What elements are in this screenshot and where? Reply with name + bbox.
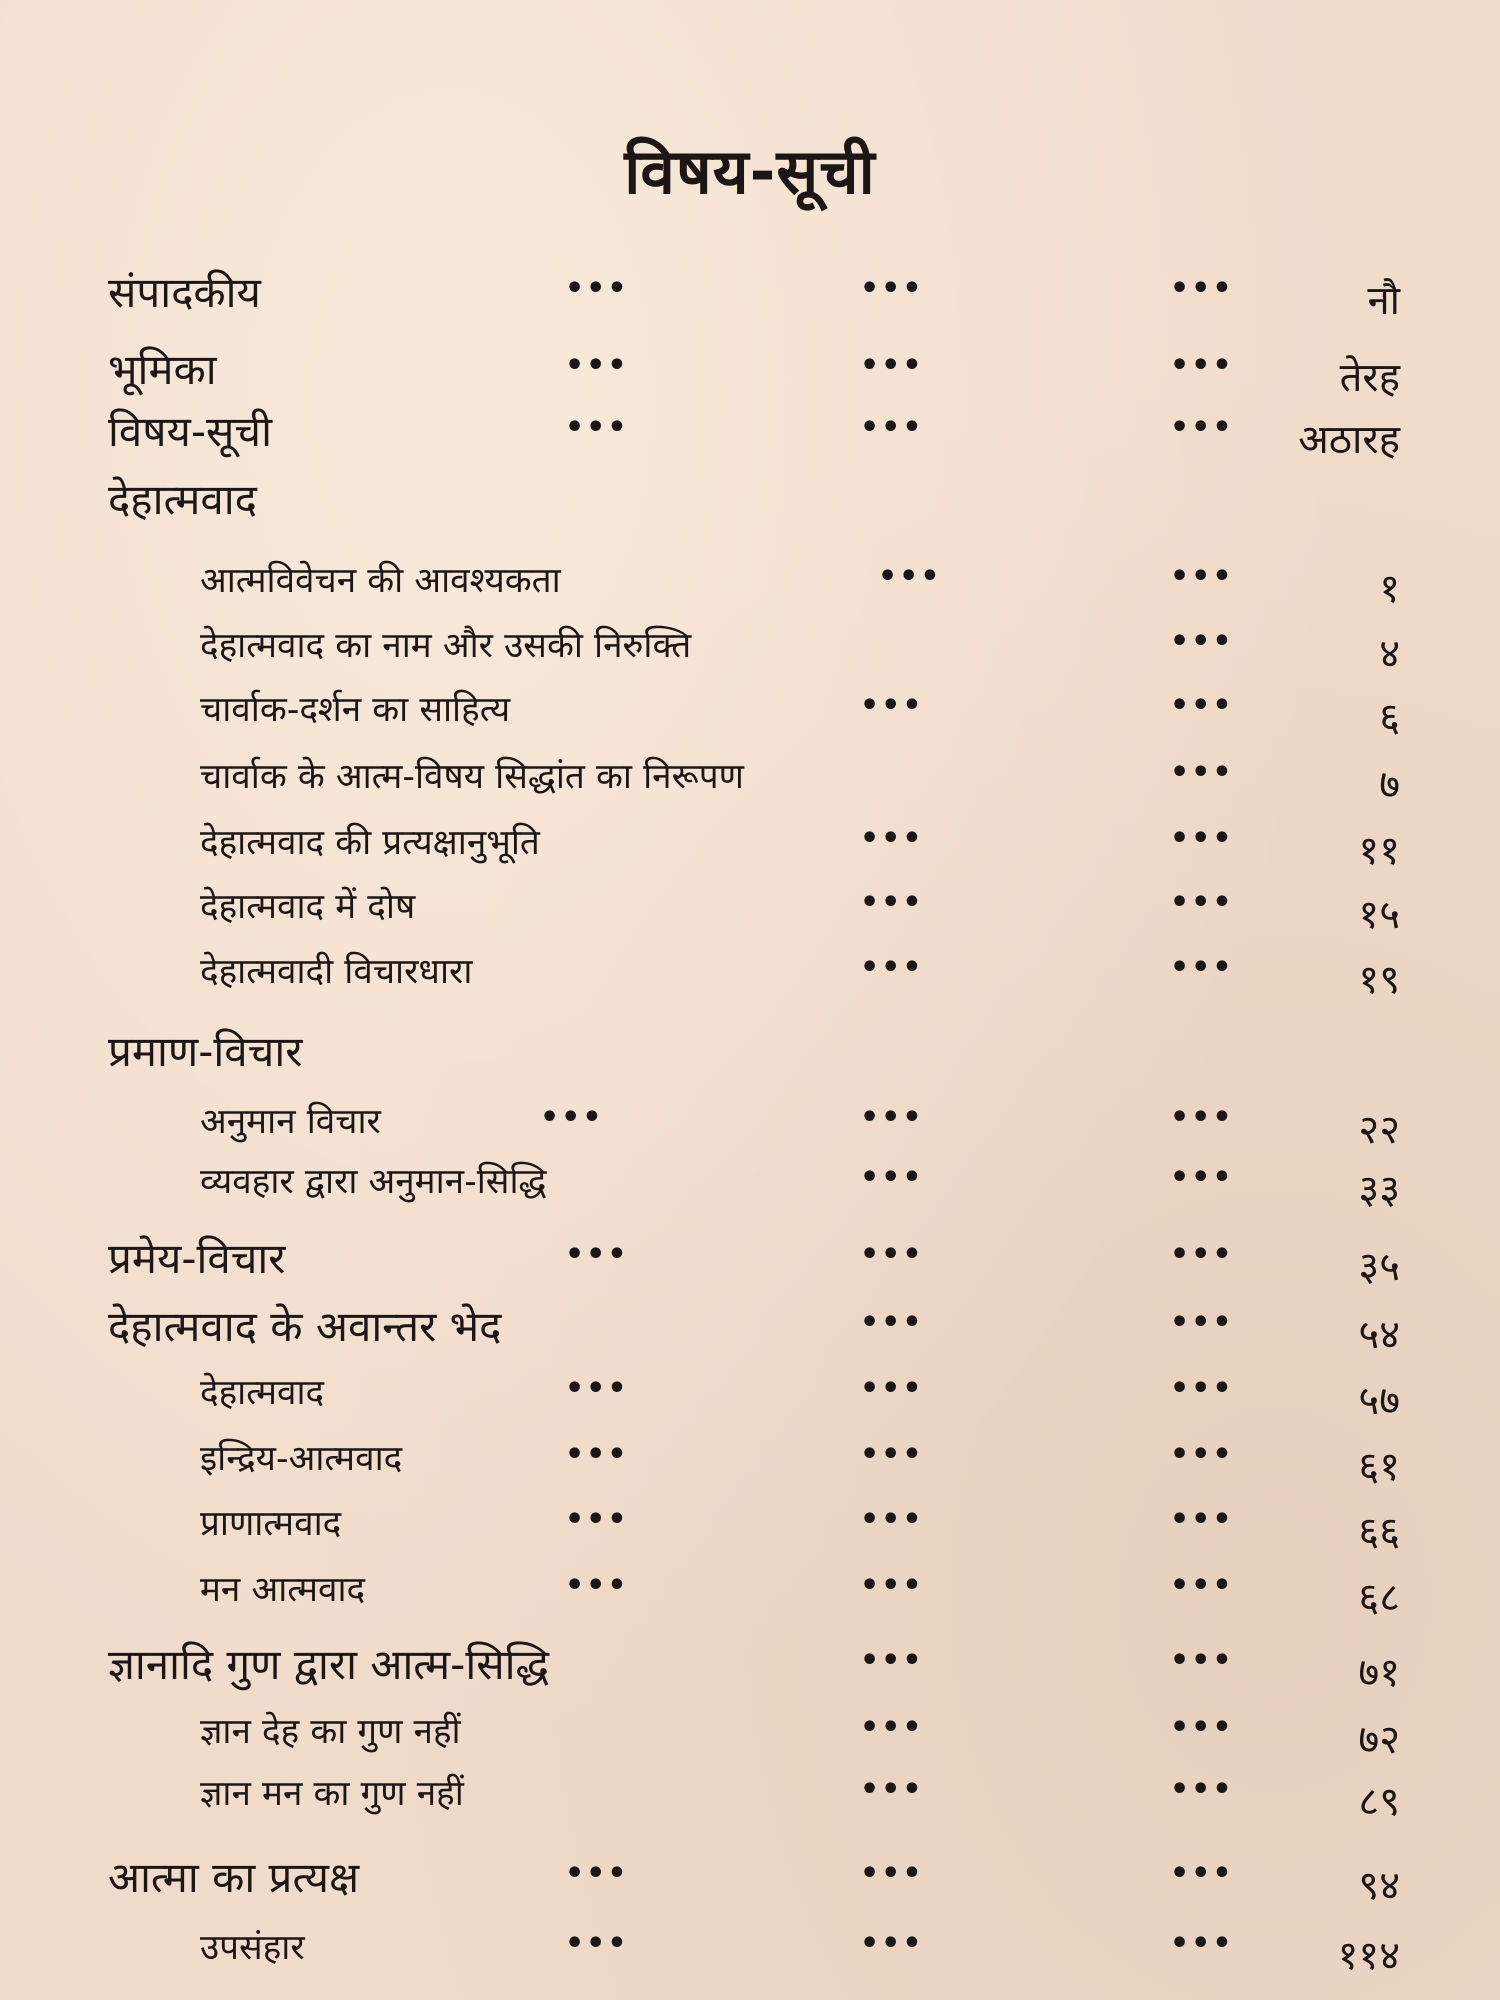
leader-dots: •••	[1170, 1643, 1234, 1678]
toc-entry-label: आत्मविवेचन की आवश्यकता	[200, 561, 561, 601]
leader-dots: •••	[565, 1502, 629, 1537]
toc-entry	[0, 551, 1500, 611]
leader-dots: •••	[565, 1926, 629, 1961]
toc-page-number: ५४	[1358, 1312, 1400, 1358]
leader-dots: •••	[860, 1643, 924, 1678]
toc-entry	[0, 1635, 1500, 1695]
toc-entry	[0, 1229, 1500, 1289]
toc-entry-label: प्रमाण-विचार	[108, 1027, 303, 1076]
toc-entry-label: देहात्मवाद	[200, 1373, 325, 1413]
toc-entry	[0, 1494, 1500, 1554]
leader-dots: •••	[1170, 1305, 1234, 1340]
leader-dots: •••	[1170, 1856, 1234, 1891]
toc-page-number: ४	[1379, 631, 1400, 677]
leader-dots: •••	[1170, 348, 1234, 383]
toc-entry	[0, 1848, 1500, 1908]
leader-dots: •••	[565, 1437, 629, 1472]
toc-entry-label: देहात्मवाद का नाम और उसकी निरुक्ति	[200, 626, 692, 666]
toc-page-number: ६	[1379, 695, 1400, 741]
toc-page-number: ३३	[1358, 1167, 1400, 1213]
toc-entry-label: विषय-सूची	[108, 407, 272, 456]
toc-page-number: ६६	[1358, 1509, 1400, 1555]
toc-entry-label: आत्मा का प्रत्यक्ष	[108, 1853, 360, 1902]
leader-dots: •••	[1170, 885, 1234, 920]
toc-page-number: ७२	[1358, 1717, 1400, 1763]
leader-dots: •••	[860, 821, 924, 856]
toc-page-number: नौ	[1367, 278, 1400, 324]
leader-dots: •••	[565, 410, 629, 445]
leader-dots: •••	[860, 688, 924, 723]
toc-entry	[0, 813, 1500, 873]
toc-entry	[0, 340, 1500, 400]
leader-dots: •••	[1170, 1926, 1234, 1961]
toc-entry-label: अनुमान विचार	[200, 1102, 381, 1142]
toc-page-number: ११४	[1337, 1933, 1400, 1979]
toc-entry-label: प्रमेय-विचार	[108, 1234, 286, 1283]
leader-dots: •••	[860, 1160, 924, 1195]
leader-dots: •••	[860, 1926, 924, 1961]
toc-page-number: ५७	[1358, 1378, 1400, 1424]
leader-dots: •••	[565, 1568, 629, 1603]
toc-entry-label: चार्वाक के आत्म-विषय सिद्धांत का निरूपण	[200, 757, 744, 797]
leader-dots: •••	[1170, 271, 1234, 306]
leader-dots: •••	[1170, 1568, 1234, 1603]
toc-entry-label: ज्ञान देह का गुण नहीं	[200, 1712, 461, 1752]
leader-dots: •••	[860, 1772, 924, 1807]
toc-page-number: ७१	[1358, 1650, 1400, 1696]
toc-entry-label: संपादकीय	[108, 268, 261, 317]
leader-dots: •••	[1170, 624, 1234, 659]
leader-dots: •••	[1170, 1371, 1234, 1406]
toc-entry	[0, 1152, 1500, 1212]
toc-entry-label: देहात्मवाद के अवान्तर भेद	[108, 1302, 502, 1351]
toc-entry	[0, 470, 1500, 530]
toc-entry	[0, 1429, 1500, 1489]
toc-entry	[0, 747, 1500, 807]
toc-entry-label: मन आत्मवाद	[200, 1570, 366, 1610]
toc-entry	[0, 1560, 1500, 1620]
leader-dots: •••	[565, 1237, 629, 1272]
toc-page-number: ७	[1379, 762, 1400, 808]
toc-entry-label: उपसंहार	[200, 1928, 305, 1968]
toc-entry	[0, 263, 1500, 323]
leader-dots: •••	[1170, 755, 1234, 790]
leader-dots: •••	[565, 348, 629, 383]
leader-dots: •••	[860, 1371, 924, 1406]
toc-entry-label: देहात्मवाद	[108, 475, 257, 524]
toc-entry	[0, 1702, 1500, 1762]
toc-entry-label: व्यवहार द्वारा अनुमान-सिद्धि	[200, 1162, 547, 1202]
toc-page-number: १९	[1358, 957, 1400, 1003]
leader-dots: •••	[1170, 821, 1234, 856]
toc-entry	[0, 1022, 1500, 1082]
toc-entry	[0, 1297, 1500, 1357]
leader-dots: •••	[860, 1568, 924, 1603]
toc-page-number: २२	[1358, 1107, 1400, 1153]
toc-page-number: १५	[1358, 892, 1400, 938]
leader-dots: •••	[1170, 688, 1234, 723]
toc-entry-label: ज्ञान मन का गुण नहीं	[200, 1774, 464, 1814]
toc-page-number: ३५	[1358, 1244, 1400, 1290]
toc-entry	[0, 1918, 1500, 1978]
leader-dots: •••	[860, 1710, 924, 1745]
toc-entry	[0, 680, 1500, 740]
leader-dots: •••	[1170, 1160, 1234, 1195]
leader-dots: •••	[1170, 1502, 1234, 1537]
toc-entry	[0, 1764, 1500, 1824]
leader-dots: •••	[860, 271, 924, 306]
leader-dots: •••	[860, 1856, 924, 1891]
toc-entry-label: देहात्मवाद की प्रत्यक्षानुभूति	[200, 823, 540, 863]
toc-entry	[0, 877, 1500, 937]
toc-entry	[0, 616, 1500, 676]
leader-dots: •••	[860, 950, 924, 985]
leader-dots: •••	[1170, 1772, 1234, 1807]
toc-page-number: ६८	[1358, 1575, 1400, 1621]
leader-dots: •••	[860, 1100, 924, 1135]
toc-entry-label: इन्द्रिय-आत्मवाद	[200, 1439, 403, 1479]
leader-dots: •••	[565, 1371, 629, 1406]
leader-dots: •••	[860, 410, 924, 445]
toc-entry-label: देहात्मवाद में दोष	[200, 887, 416, 927]
leader-dots: •••	[1170, 1237, 1234, 1272]
toc-page-number: १	[1379, 566, 1400, 612]
toc-entry	[0, 402, 1500, 462]
leader-dots: •••	[565, 271, 629, 306]
toc-entry-label: चार्वाक-दर्शन का साहित्य	[200, 690, 511, 730]
leader-dots: •••	[1170, 1100, 1234, 1135]
leader-dots: •••	[860, 1305, 924, 1340]
leader-dots: •••	[860, 885, 924, 920]
toc-page-number: अठारह	[1298, 417, 1400, 463]
leader-dots: •••	[1170, 950, 1234, 985]
toc-page-number: ९४	[1358, 1863, 1400, 1909]
toc-entry	[0, 1363, 1500, 1423]
toc-title: विषय-सूची	[624, 135, 876, 208]
leader-dots: •••	[540, 1100, 604, 1135]
leader-dots: •••	[1170, 1437, 1234, 1472]
toc-entry-label: ज्ञानादि गुण द्वारा आत्म-सिद्धि	[108, 1640, 550, 1689]
leader-dots: •••	[860, 1502, 924, 1537]
toc-entry-label: भूमिका	[108, 345, 217, 394]
toc-page-number: ६१	[1358, 1444, 1400, 1490]
toc-entry	[0, 1092, 1500, 1152]
leader-dots: •••	[878, 559, 942, 594]
toc-entry-label: देहात्मवादी विचारधारा	[200, 952, 473, 992]
toc-page-number: ११	[1358, 828, 1400, 874]
leader-dots: •••	[1170, 559, 1234, 594]
toc-entry-label: प्राणात्मवाद	[200, 1504, 342, 1544]
leader-dots: •••	[860, 1237, 924, 1272]
leader-dots: •••	[860, 1437, 924, 1472]
leader-dots: •••	[1170, 1710, 1234, 1745]
leader-dots: •••	[860, 348, 924, 383]
toc-page-number: ८९	[1358, 1779, 1400, 1825]
leader-dots: •••	[565, 1856, 629, 1891]
toc-page-number: तेरह	[1339, 355, 1400, 401]
toc-entry	[0, 942, 1500, 1002]
leader-dots: •••	[1170, 410, 1234, 445]
